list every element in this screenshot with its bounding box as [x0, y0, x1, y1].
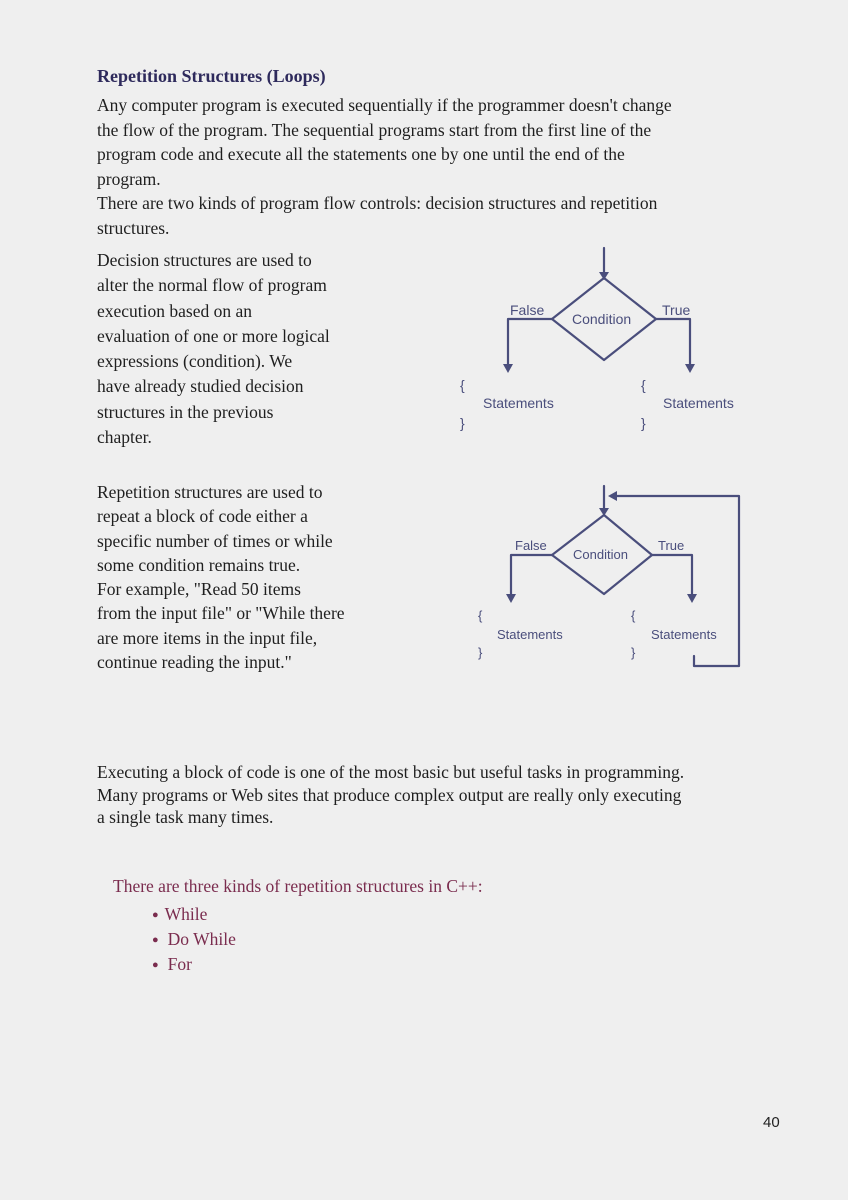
decision-line: expressions (condition). We	[97, 351, 293, 372]
repetition-line: Repetition structures are used to	[97, 482, 323, 502]
bullet-icon: ●	[152, 934, 159, 946]
decision-line: execution based on an	[97, 300, 253, 321]
left-open-brace: {	[478, 608, 483, 623]
repetition-line: from the input file" or "While there	[97, 603, 345, 624]
left-close-brace: }	[478, 645, 483, 660]
repetition-paragraph	[97, 480, 345, 674]
left-statements-label: Statements	[483, 395, 554, 411]
false-label: False	[510, 302, 545, 318]
list-item	[152, 902, 236, 927]
true-label: True	[662, 302, 691, 318]
list-item-label: For	[167, 954, 192, 974]
right-close-brace: }	[641, 415, 646, 431]
decision-paragraph	[97, 248, 330, 450]
execution-line: Many programs or Web sites that produce complex output are really only executing	[97, 784, 682, 805]
list-item	[152, 927, 236, 952]
left-close-brace: }	[460, 415, 465, 431]
execution-paragraph	[97, 761, 684, 829]
list-item-label: Do While	[167, 929, 236, 949]
decision-line: evaluation of one or more logical	[97, 325, 330, 346]
decision-line: alter the normal flow of program	[97, 275, 327, 296]
decision-line: Decision structures are used to	[97, 250, 312, 270]
false-arrowhead	[506, 594, 516, 603]
bullet-icon: ●	[152, 959, 159, 971]
false-branch-line	[511, 555, 552, 598]
repetition-line: repeat a block of code either a	[97, 506, 308, 527]
repetition-flowchart	[470, 480, 750, 675]
loop-back-arrowhead	[608, 491, 617, 501]
repetition-line: continue reading the input."	[97, 652, 292, 673]
repetition-line: are more items in the input file,	[97, 627, 318, 648]
right-statements-label: Statements	[663, 395, 734, 411]
false-label: False	[515, 538, 547, 553]
list-item	[152, 952, 236, 977]
right-open-brace: {	[641, 377, 646, 393]
repetition-line: For example, "Read 50 items	[97, 579, 301, 600]
execution-line: Executing a block of code is one of the most basic but useful tasks in programming.	[97, 762, 685, 782]
repetition-line: specific number of times or while	[97, 530, 333, 551]
intro-line: structures.	[97, 217, 170, 238]
decision-flowchart	[450, 240, 750, 440]
true-branch-line	[652, 555, 692, 598]
right-open-brace: {	[631, 608, 636, 623]
intro-line: There are two kinds of program flow controls: decision structures and repetition	[97, 193, 658, 213]
false-arrowhead	[503, 364, 513, 373]
kinds-intro: There are three kinds of repetition structures in C++:	[113, 876, 483, 896]
intro-line: the flow of the program. The sequential programs start from the first line of the	[97, 119, 652, 140]
page-number: 40	[763, 1114, 780, 1131]
repetition-kinds-list	[152, 902, 236, 977]
intro-line: program code and execute all the statements one by one until the end of the	[97, 144, 625, 164]
left-statements-label: Statements	[497, 627, 563, 642]
true-branch-line	[656, 319, 690, 368]
decision-line: structures in the previous	[97, 401, 274, 422]
section-heading: Repetition Structures (Loops)	[97, 66, 326, 86]
true-arrowhead	[685, 364, 695, 373]
intro-paragraph	[97, 93, 672, 240]
right-statements-label: Statements	[651, 627, 717, 642]
entry-arrowhead	[599, 508, 609, 516]
false-branch-line	[508, 319, 552, 368]
true-arrowhead	[687, 594, 697, 603]
bullet-icon: ●	[152, 909, 159, 921]
condition-label: Condition	[573, 547, 628, 562]
intro-line: program.	[97, 168, 161, 189]
repetition-line: some condition remains true.	[97, 554, 301, 575]
intro-line: Any computer program is executed sequentially if the programmer doesn't change	[97, 95, 672, 115]
left-open-brace: {	[460, 377, 465, 393]
true-label: True	[658, 538, 685, 553]
entry-arrowhead	[599, 272, 609, 280]
list-item-label: While	[164, 904, 208, 924]
right-close-brace: }	[631, 645, 636, 660]
condition-label: Condition	[572, 311, 632, 327]
decision-line: chapter.	[97, 427, 152, 448]
decision-line: have already studied decision	[97, 376, 304, 397]
execution-line: a single task many times.	[97, 807, 274, 827]
